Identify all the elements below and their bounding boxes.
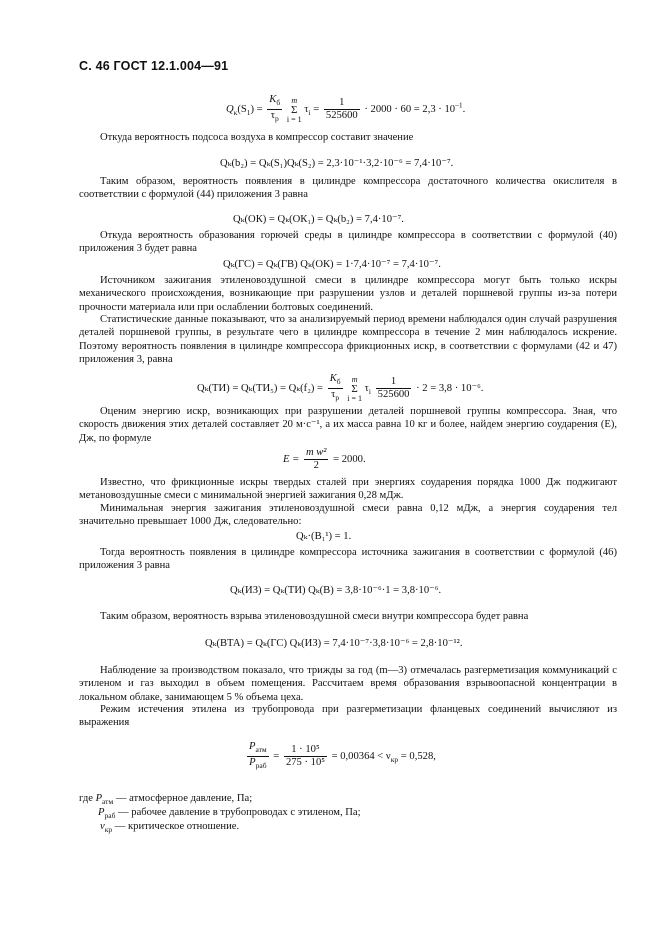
formula-energy: E = $\frac{\text{m w²}}{2}$ = 2000. — [283, 447, 366, 471]
paragraph: Оценим энергию искр, возникающих при разрушении деталей поршневой группы компрессора. Зная, что скорость движения этих деталей составляет 20 м·с⁻¹, а их масса равна 10 кг и более, найдем энергию соударения (Е), Дж, по формуле — [79, 406, 617, 444]
formula-qk-b: Qₖ·(B₁¹) = 1. — [296, 531, 352, 542]
paragraph: Откуда вероятность образования горючей среды в цилиндре компрессора в соответствии с формулой (40) приложения 3 будет равна — [79, 230, 617, 255]
paragraph: Откуда вероятность подсоса воздуха в компрессор составит значение — [100, 132, 414, 143]
formula-qk-b2: Qₖ(b₂) = Qₖ(S₁)Qₖ(S₂) = 2,3·10⁻¹·3,2·10⁻⁶ = 7,4·10⁻⁷. — [220, 158, 454, 169]
formula-qk-ok: Qₖ(ОК) = Qₖ(ОК₁) = Qₖ(b₂) = 7,4·10⁻⁷. — [233, 214, 404, 225]
definition-item: $\nu_{кр}$ — критическое отношение. — [100, 821, 240, 835]
paragraph: Тогда вероятность появления в цилиндре компрессора источника зажигания в соответствии с формулой (46) приложения 3 равна — [79, 547, 617, 572]
paragraph: Минимальная энергия зажигания этиленовоздушной смеси равна 0,12 мДж, а энергия соударения тел значительно превышает 1000 Дж, следовательно: — [79, 503, 617, 528]
formula-pressure-ratio: $\frac{P_{атм}}{P_{раб}}$ = $\frac{\text{1 · 10⁵}}{\text{275 · 10⁵}}$ = $0,00364 < \nu_{кр} = 0,528$, — [249, 741, 436, 771]
formula-qk-s1: $Q_к(S_1)$ = $\frac{K_б}{\tau_р}$ m Σ i = 1 $\tau_i$ = $\frac{1}{525600}$ · $2000 \cdot 60 = 2,3 \cdot 10^{-1}$. — [226, 94, 466, 124]
paragraph: Режим истечения этилена из трубопровода при разгерметизации фланцевых соединений вычисляют из выражения — [79, 704, 617, 729]
definition-item: $P_{раб}$ — рабочее давление в трубопроводах с этиленом, Па; — [98, 807, 361, 821]
paragraph: Известно, что фрикционные искры твердых сталей при энергиях соударения порядка 1000 Дж поджигают метановоздушные смеси с минимальной энергией зажигания 0,28 мДж. — [79, 477, 617, 502]
formula-qk-vta: Qₖ(ВТА) = Qₖ(ГС) Qₖ(ИЗ) = 7,4·10⁻⁷·3,8·10⁻⁶ = 2,8·10⁻¹². — [205, 638, 463, 649]
definition-item: где $P_{атм}$ — атмосферное давление, Па; — [79, 793, 253, 807]
formula-qk-gs: Qₖ(ГС) = Qₖ(ГВ) Qₖ(ОК) = 1·7,4·10⁻⁷ = 7,4·10⁻⁷. — [223, 259, 441, 270]
paragraph: Таким образом, вероятность взрыва этиленовоздушной смеси внутри компрессора будет равна — [100, 611, 529, 622]
paragraph: Таким образом, вероятность появления в цилиндре компрессора достаточного количества окислителя в соответствии с формулой (44) приложения 3 равна — [79, 176, 617, 201]
paragraph: Источником зажигания этиленовоздушной смеси в цилиндре компрессора могут быть только искры механического происхождения, возникающие при разрушении узлов и деталей поршневой группы из-за потери прочности материала или при ослаблении болтовых соединений. — [79, 275, 617, 313]
paragraph: Статистические данные показывают, что за анализируемый период времени наблюдался один случай разрушения деталей поршневой группы, в результате чего в цилиндре компрессора в течение 2 мин наблюдалось искрение. Поэтому вероятность появления в цилиндре компрессора фрикционных искр, в соответствии с формулами (42 и 47) приложения 3, равна — [79, 314, 617, 366]
formula-qk-iz: Qₖ(ИЗ) = Qₖ(ТИ) Qₖ(B) = 3,8·10⁻⁶·1 = 3,8·10⁻⁶. — [230, 585, 442, 596]
page-header: С. 46 ГОСТ 12.1.004—91 — [79, 59, 229, 73]
paragraph: Наблюдение за производством показало, что трижды за год (m—3) отмечалась разгерметизация коммуникаций с этиленом и газ выходил в объем помещения. Рассчитаем время образования взрывоопасной концентрации в локальном облаке, занимающем 5 % объема цеха. — [79, 665, 617, 703]
formula-qk-ti: Qₖ(ТИ) = Qₖ(ТИ₅) = Qₖ(f₂) = $\frac{K_б}{\tau_р}$ m Σ i = 1 $\tau_i$ $\frac{1}{525600}$ · 2 = 3,8 · 10⁻⁶. — [197, 373, 484, 403]
